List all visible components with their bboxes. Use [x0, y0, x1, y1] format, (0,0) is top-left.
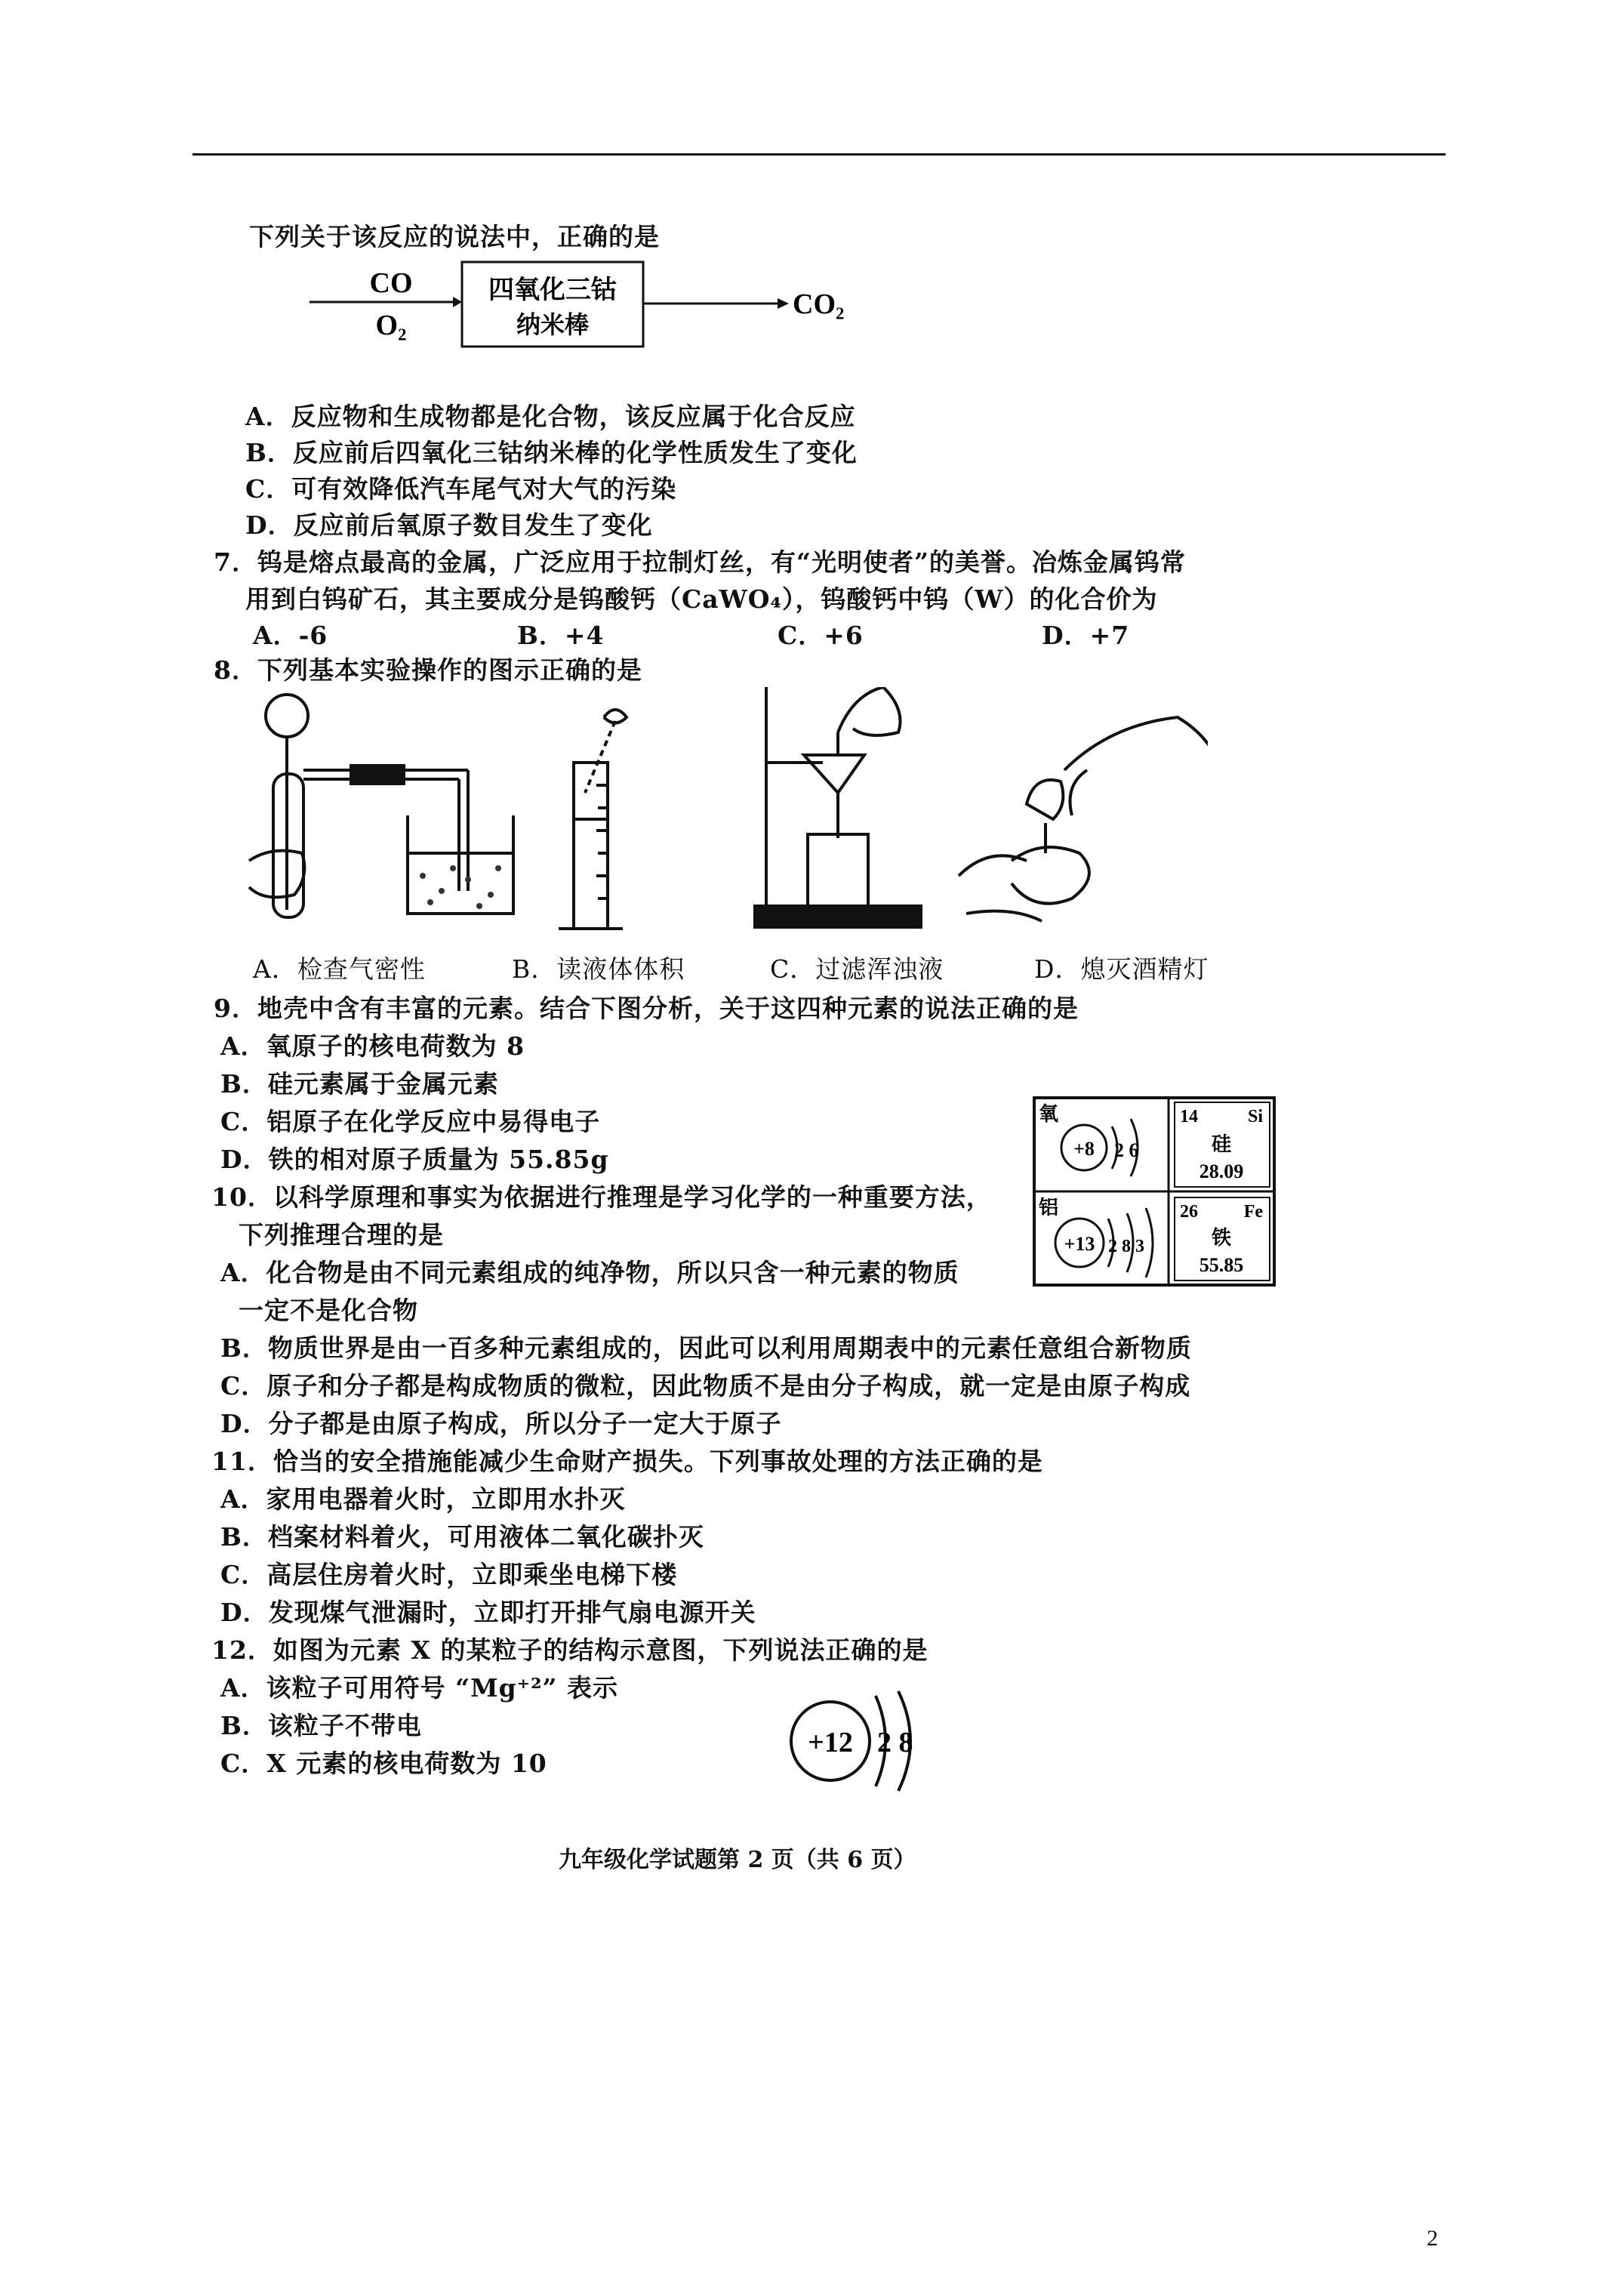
aluminum-shells: 2 8 3 — [1108, 1237, 1144, 1256]
q8-stem: 8．下列基本实验操作的图示正确的是 — [214, 655, 642, 685]
q9-option-c: C．铝原子在化学反应中易得电子 — [220, 1107, 601, 1136]
q11-option-d: D．发现煤气泄漏时，立即打开排气扇电源开关 — [220, 1598, 756, 1627]
q11-option-b: B．档案材料着火，可用液体二氧化碳扑灭 — [220, 1522, 704, 1552]
catalyst-line2: 纳米棒 — [516, 311, 590, 338]
aluminum-nucleus: +13 — [1064, 1233, 1095, 1255]
q11-option-c: C．高层住房着火时，立即乘坐电梯下楼 — [220, 1560, 678, 1589]
alcohol-lamp-icon — [959, 717, 1208, 921]
iron-mass: 55.85 — [1199, 1254, 1244, 1276]
top-rule — [192, 153, 1446, 156]
reaction-diagram — [302, 260, 876, 359]
q11-option-a: A．家用电器着火时，立即用水扑灭 — [220, 1484, 626, 1514]
oxygen-shells: 2 6 — [1114, 1139, 1139, 1161]
q12-stem: 12．如图为元素 X 的某粒子的结构示意图，下列说法正确的是 — [211, 1635, 929, 1665]
q8-caption-c: C．过滤浑浊液 — [770, 954, 944, 984]
oxygen-name: 氧 — [1039, 1103, 1059, 1125]
q6-option-a: A．反应物和生成物都是化合物，该反应属于化合反应 — [245, 402, 856, 431]
silicon-symbol: Si — [1247, 1107, 1263, 1126]
q11-stem: 11．恰当的安全措施能减少生命财产损失。下列事故处理的方法正确的是 — [211, 1447, 1043, 1476]
q10-option-d: D．分子都是由原子构成，所以分子一定大于原子 — [220, 1409, 782, 1438]
q7-stem-line2: 用到白钨矿石，其主要成分是钨酸钙（CaWO₄），钨酸钙中钨（W）的化合价为 — [245, 584, 1158, 614]
silicon-name: 硅 — [1211, 1133, 1232, 1155]
reactant-o2: O₂ — [375, 310, 407, 341]
aluminum-name: 铝 — [1039, 1197, 1059, 1219]
q10-option-b: B．物质世界是由一百多种元素组成的，因此可以利用周期表中的元素任意组合新物质 — [220, 1333, 1192, 1363]
q6-intro: 下列关于该反应的说法中，正确的是 — [249, 222, 660, 251]
q7-option-b: B．+4 — [517, 621, 605, 650]
particle-structure-diagram — [785, 1688, 951, 1794]
q9-stem: 9．地壳中含有丰富的元素。结合下图分析，关于这四种元素的说法正确的是 — [214, 994, 1079, 1023]
q12-option-b: B．该粒子不带电 — [220, 1711, 422, 1740]
q8-caption-b: B．读液体体积 — [512, 954, 685, 984]
q12-option-c: C．X 元素的核电荷数为 10 — [220, 1749, 547, 1778]
q6-option-d: D．反应前后氧原子数目发生了变化 — [245, 510, 653, 540]
iron-name: 铁 — [1211, 1227, 1232, 1249]
q10-stem-line1: 10．以科学原理和事实为依据进行推理是学习化学的一种重要方法， — [211, 1182, 992, 1212]
q6-option-c: C．可有效降低汽车尾气对大气的污染 — [245, 474, 677, 504]
q7-option-c: C．+6 — [778, 621, 864, 650]
catalyst-line1: 四氧化三钴 — [488, 276, 617, 304]
q8-illustrations — [242, 687, 1208, 936]
q8-caption-d: D．熄灭酒精灯 — [1034, 954, 1209, 984]
element-figure — [1033, 1096, 1276, 1287]
graduated-cylinder-icon — [559, 710, 627, 929]
q10-option-c: C．原子和分子都是构成物质的微粒，因此物质不是由分子构成，就一定是由原子构成 — [220, 1371, 1191, 1401]
page-footer: 九年级化学试题第 2 页（共 6 页） — [559, 1847, 916, 1873]
q7-option-d: D．+7 — [1042, 621, 1130, 650]
q10-option-a-line2: 一定不是化合物 — [239, 1296, 418, 1325]
iron-number: 26 — [1180, 1202, 1198, 1222]
page-number: 2 — [1427, 2226, 1438, 2251]
q7-option-a: A．-6 — [253, 621, 328, 650]
oxygen-nucleus: +8 — [1073, 1138, 1095, 1160]
silicon-number: 14 — [1180, 1107, 1198, 1126]
q10-stem-line2: 下列推理合理的是 — [239, 1220, 444, 1250]
airtightness-apparatus-icon — [249, 695, 513, 917]
silicon-mass: 28.09 — [1199, 1160, 1244, 1182]
q7-stem-line1: 7．钨是熔点最高的金属，广泛应用于拉制灯丝，有“光明使者”的美誉。冶炼金属钨常 — [214, 547, 1186, 577]
q9-option-d: D．铁的相对原子质量为 55.85g — [220, 1145, 609, 1174]
particle-nucleus: +12 — [808, 1727, 853, 1758]
particle-shells: 2 8 — [877, 1727, 913, 1758]
q6-option-b: B．反应前后四氧化三钴纳米棒的化学性质发生了变化 — [245, 438, 858, 467]
product-co2: CO₂ — [793, 288, 845, 320]
q9-option-a: A．氧原子的核电荷数为 8 — [220, 1031, 525, 1061]
q8-caption-a: A．检查气密性 — [253, 954, 426, 984]
filtration-apparatus-icon — [755, 687, 921, 927]
reactant-co: CO — [369, 267, 413, 299]
q10-option-a-line1: A．化合物是由不同元素组成的纯净物，所以只含一种元素的物质 — [220, 1258, 959, 1287]
q12-option-a: A．该粒子可用符号 “Mg⁺²” 表示 — [220, 1673, 619, 1703]
q9-option-b: B．硅元素属于金属元素 — [220, 1069, 499, 1099]
iron-symbol: Fe — [1243, 1202, 1263, 1222]
